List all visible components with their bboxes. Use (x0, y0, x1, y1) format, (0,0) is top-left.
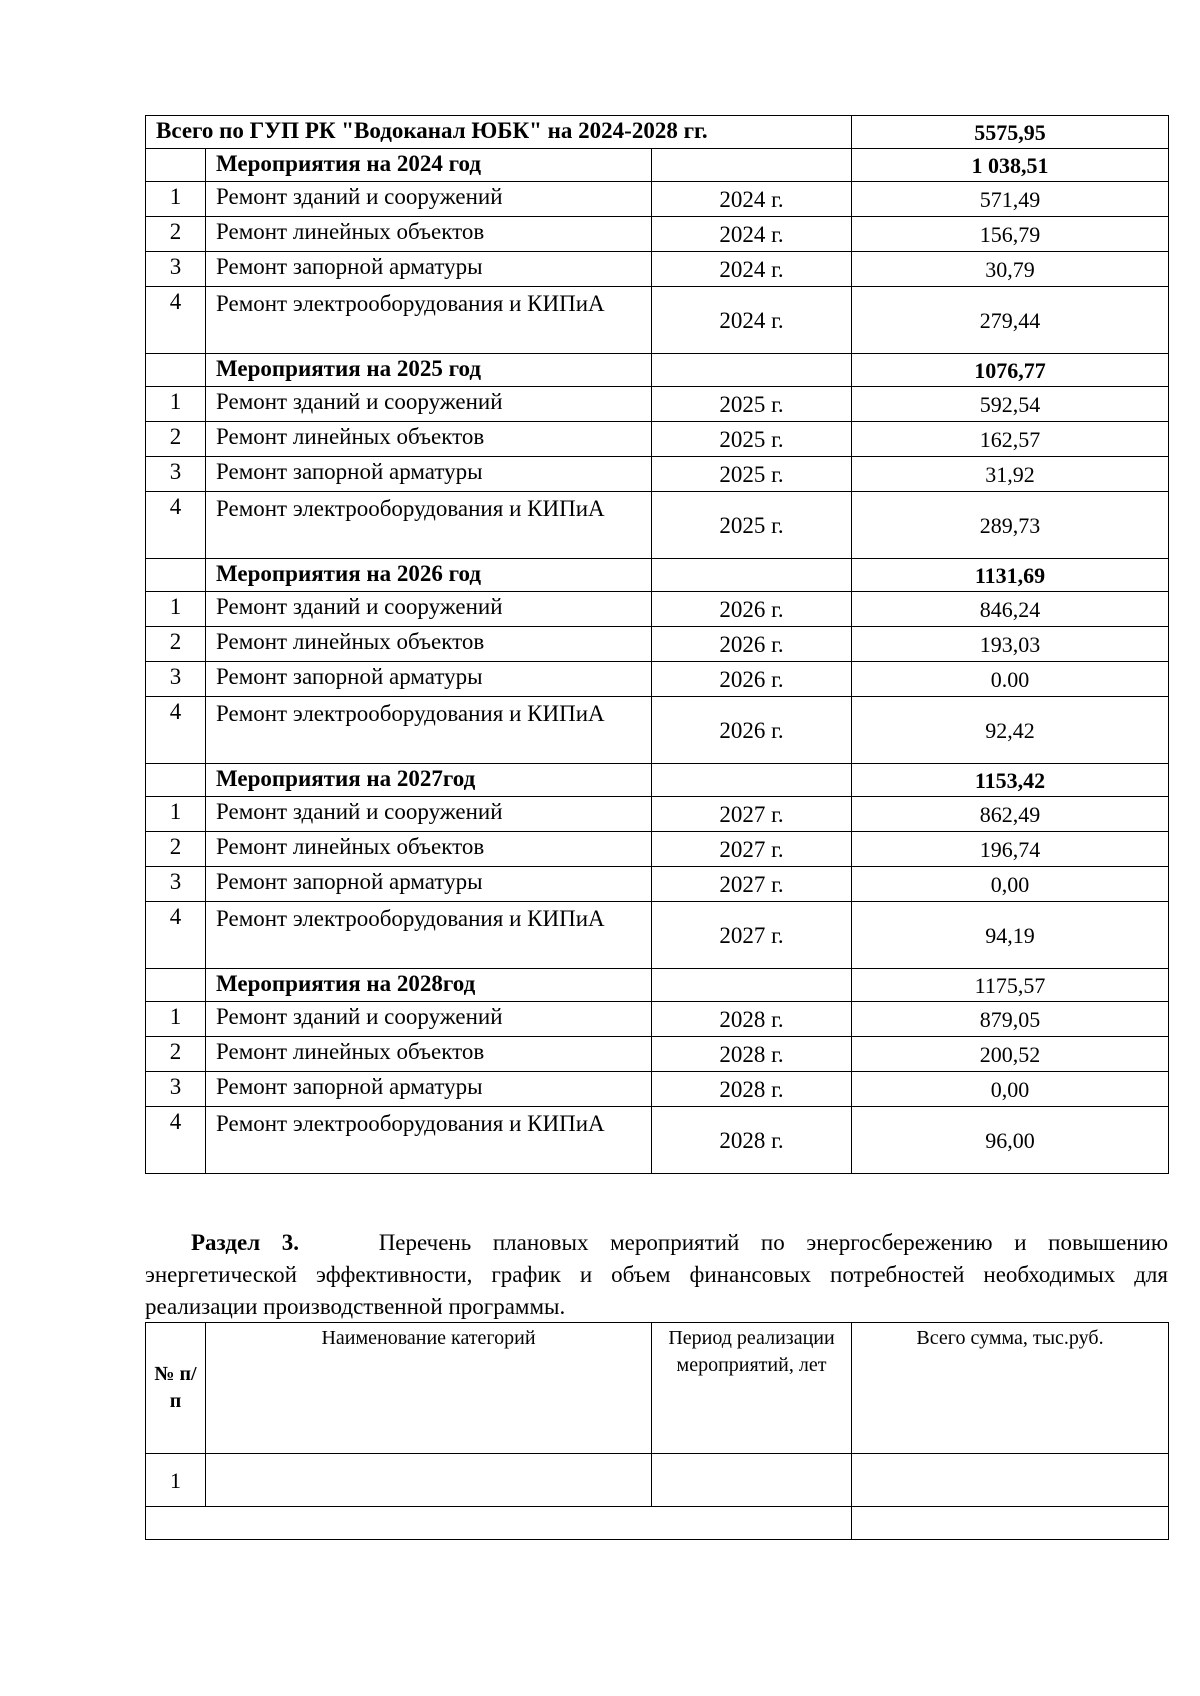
item-name: Ремонт запорной арматуры (206, 662, 652, 697)
item-period: 2026 г. (652, 592, 852, 627)
item-value: 0,00 (852, 867, 1169, 902)
item-name: Ремонт запорной арматуры (206, 867, 652, 902)
table-row (146, 902, 1169, 969)
table-empty-row (146, 1507, 1169, 1540)
table-row (146, 457, 1169, 492)
table-row (146, 592, 1169, 627)
item-period: 2027 г. (652, 832, 852, 867)
item-period: 2025 г. (652, 422, 852, 457)
item-value: 193,03 (852, 627, 1169, 662)
item-number: 1 (146, 182, 206, 217)
table-row (146, 217, 1169, 252)
section-period-cell (652, 764, 852, 797)
item-name: Ремонт зданий и сооружений (206, 387, 652, 422)
item-value: 846,24 (852, 592, 1169, 627)
item-value: 289,73 (852, 492, 1169, 559)
item-period: 2028 г. (652, 1002, 852, 1037)
item-value: 879,05 (852, 1002, 1169, 1037)
item-name: Ремонт линейных объектов (206, 832, 652, 867)
program-cost-table (145, 115, 1169, 1174)
section-number-cell (146, 969, 206, 1002)
table-row (146, 662, 1169, 697)
section-total: 1076,77 (852, 354, 1169, 387)
section-period-cell (652, 354, 852, 387)
row-name (206, 1454, 652, 1507)
item-value: 162,57 (852, 422, 1169, 457)
energy-saving-table (145, 1322, 1169, 1540)
item-period: 2024 г. (652, 252, 852, 287)
item-name: Ремонт электрооборудования и КИПиА (206, 902, 652, 969)
item-name: Ремонт линейных объектов (206, 422, 652, 457)
item-number: 4 (146, 492, 206, 559)
item-period: 2028 г. (652, 1072, 852, 1107)
table-row (146, 627, 1169, 662)
section-period-cell (652, 969, 852, 1002)
section-number-cell (146, 559, 206, 592)
section-title: Мероприятия на 2025 год (206, 354, 652, 387)
item-name: Ремонт запорной арматуры (206, 457, 652, 492)
header-period: Период реализации мероприятий, лет (652, 1323, 852, 1454)
section-row (146, 764, 1169, 797)
item-period: 2028 г. (652, 1037, 852, 1072)
item-number: 4 (146, 697, 206, 764)
section-row (146, 559, 1169, 592)
item-value: 196,74 (852, 832, 1169, 867)
item-number: 1 (146, 797, 206, 832)
section-3-text: Перечень плановых мероприятий по энергосбережению и повышению энергетической эффективности, график и объем финансовых потребностей необходимых для реализации производственной программы. (145, 1230, 1169, 1319)
grand-total-row (146, 116, 1169, 149)
row-sum (852, 1454, 1169, 1507)
table-row (146, 832, 1169, 867)
section-total: 1153,42 (852, 764, 1169, 797)
table-row (146, 697, 1169, 764)
row-period (652, 1454, 852, 1507)
item-value: 31,92 (852, 457, 1169, 492)
grand-total-value: 5575,95 (852, 116, 1169, 149)
item-name: Ремонт запорной арматуры (206, 1072, 652, 1107)
item-value: 0,00 (852, 1072, 1169, 1107)
table-row (146, 1002, 1169, 1037)
item-number: 3 (146, 662, 206, 697)
item-name: Ремонт зданий и сооружений (206, 1002, 652, 1037)
item-number: 1 (146, 387, 206, 422)
item-number: 1 (146, 592, 206, 627)
item-name: Ремонт зданий и сооружений (206, 797, 652, 832)
item-value: 0.00 (852, 662, 1169, 697)
item-name: Ремонт линейных объектов (206, 217, 652, 252)
section-number-cell (146, 764, 206, 797)
empty-cell-right (852, 1507, 1169, 1540)
item-period: 2026 г. (652, 662, 852, 697)
table-row (146, 287, 1169, 354)
item-name: Ремонт электрооборудования и КИПиА (206, 1107, 652, 1174)
table-row (146, 1072, 1169, 1107)
item-number: 2 (146, 627, 206, 662)
section-number-cell (146, 354, 206, 387)
item-period: 2024 г. (652, 217, 852, 252)
section-row (146, 354, 1169, 387)
item-number: 4 (146, 902, 206, 969)
item-value: 862,49 (852, 797, 1169, 832)
item-number: 2 (146, 422, 206, 457)
section-title: Мероприятия на 2028год (206, 969, 652, 1002)
item-number: 2 (146, 1037, 206, 1072)
section-row (146, 149, 1169, 182)
table-row (146, 867, 1169, 902)
section-number-cell (146, 149, 206, 182)
item-number: 3 (146, 1072, 206, 1107)
item-name: Ремонт зданий и сооружений (206, 182, 652, 217)
item-period: 2027 г. (652, 867, 852, 902)
item-value: 571,49 (852, 182, 1169, 217)
item-value: 156,79 (852, 217, 1169, 252)
section-total: 1175,57 (852, 969, 1169, 1002)
item-number: 2 (146, 217, 206, 252)
table-row (146, 1454, 1169, 1507)
item-value: 279,44 (852, 287, 1169, 354)
table-row (146, 422, 1169, 457)
section-total: 1131,69 (852, 559, 1169, 592)
item-number: 3 (146, 252, 206, 287)
item-number: 1 (146, 1002, 206, 1037)
item-period: 2025 г. (652, 457, 852, 492)
table-row (146, 492, 1169, 559)
item-period: 2026 г. (652, 627, 852, 662)
section-total: 1 038,51 (852, 149, 1169, 182)
item-name: Ремонт зданий и сооружений (206, 592, 652, 627)
item-value: 96,00 (852, 1107, 1169, 1174)
section-title: Мероприятия на 2027год (206, 764, 652, 797)
item-name: Ремонт линейных объектов (206, 627, 652, 662)
item-period: 2027 г. (652, 902, 852, 969)
item-name: Ремонт электрооборудования и КИПиА (206, 492, 652, 559)
item-number: 4 (146, 1107, 206, 1174)
item-period: 2027 г. (652, 797, 852, 832)
item-period: 2024 г. (652, 182, 852, 217)
section-3-paragraph (145, 1227, 1168, 1323)
table-row (146, 182, 1169, 217)
item-value: 92,42 (852, 697, 1169, 764)
table-row (146, 387, 1169, 422)
table-row (146, 1107, 1169, 1174)
item-number: 4 (146, 287, 206, 354)
table-header-row (146, 1323, 1169, 1454)
section-period-cell (652, 149, 852, 182)
section-title: Мероприятия на 2026 год (206, 559, 652, 592)
item-period: 2024 г. (652, 287, 852, 354)
item-period: 2028 г. (652, 1107, 852, 1174)
item-number: 2 (146, 832, 206, 867)
item-period: 2026 г. (652, 697, 852, 764)
header-number: № п/п (146, 1323, 206, 1454)
header-category-name: Наименование категорий (206, 1323, 652, 1454)
section-title: Мероприятия на 2024 год (206, 149, 652, 182)
section-3-heading: Раздел 3. (191, 1230, 300, 1255)
item-name: Ремонт запорной арматуры (206, 252, 652, 287)
item-value: 30,79 (852, 252, 1169, 287)
item-value: 94,19 (852, 902, 1169, 969)
header-total-sum: Всего сумма, тыс.руб. (852, 1323, 1169, 1454)
item-number: 3 (146, 457, 206, 492)
table-row (146, 1037, 1169, 1072)
item-name: Ремонт электрооборудования и КИПиА (206, 697, 652, 764)
grand-total-label: Всего по ГУП РК "Водоканал ЮБК" на 2024-2028 гг. (146, 116, 852, 149)
item-value: 592,54 (852, 387, 1169, 422)
section-row (146, 969, 1169, 1002)
table-row (146, 252, 1169, 287)
item-number: 3 (146, 867, 206, 902)
empty-cell-left (146, 1507, 852, 1540)
item-period: 2025 г. (652, 492, 852, 559)
table-row (146, 797, 1169, 832)
item-name: Ремонт электрооборудования и КИПиА (206, 287, 652, 354)
section-period-cell (652, 559, 852, 592)
item-value: 200,52 (852, 1037, 1169, 1072)
item-period: 2025 г. (652, 387, 852, 422)
item-name: Ремонт линейных объектов (206, 1037, 652, 1072)
row-number: 1 (146, 1454, 206, 1507)
